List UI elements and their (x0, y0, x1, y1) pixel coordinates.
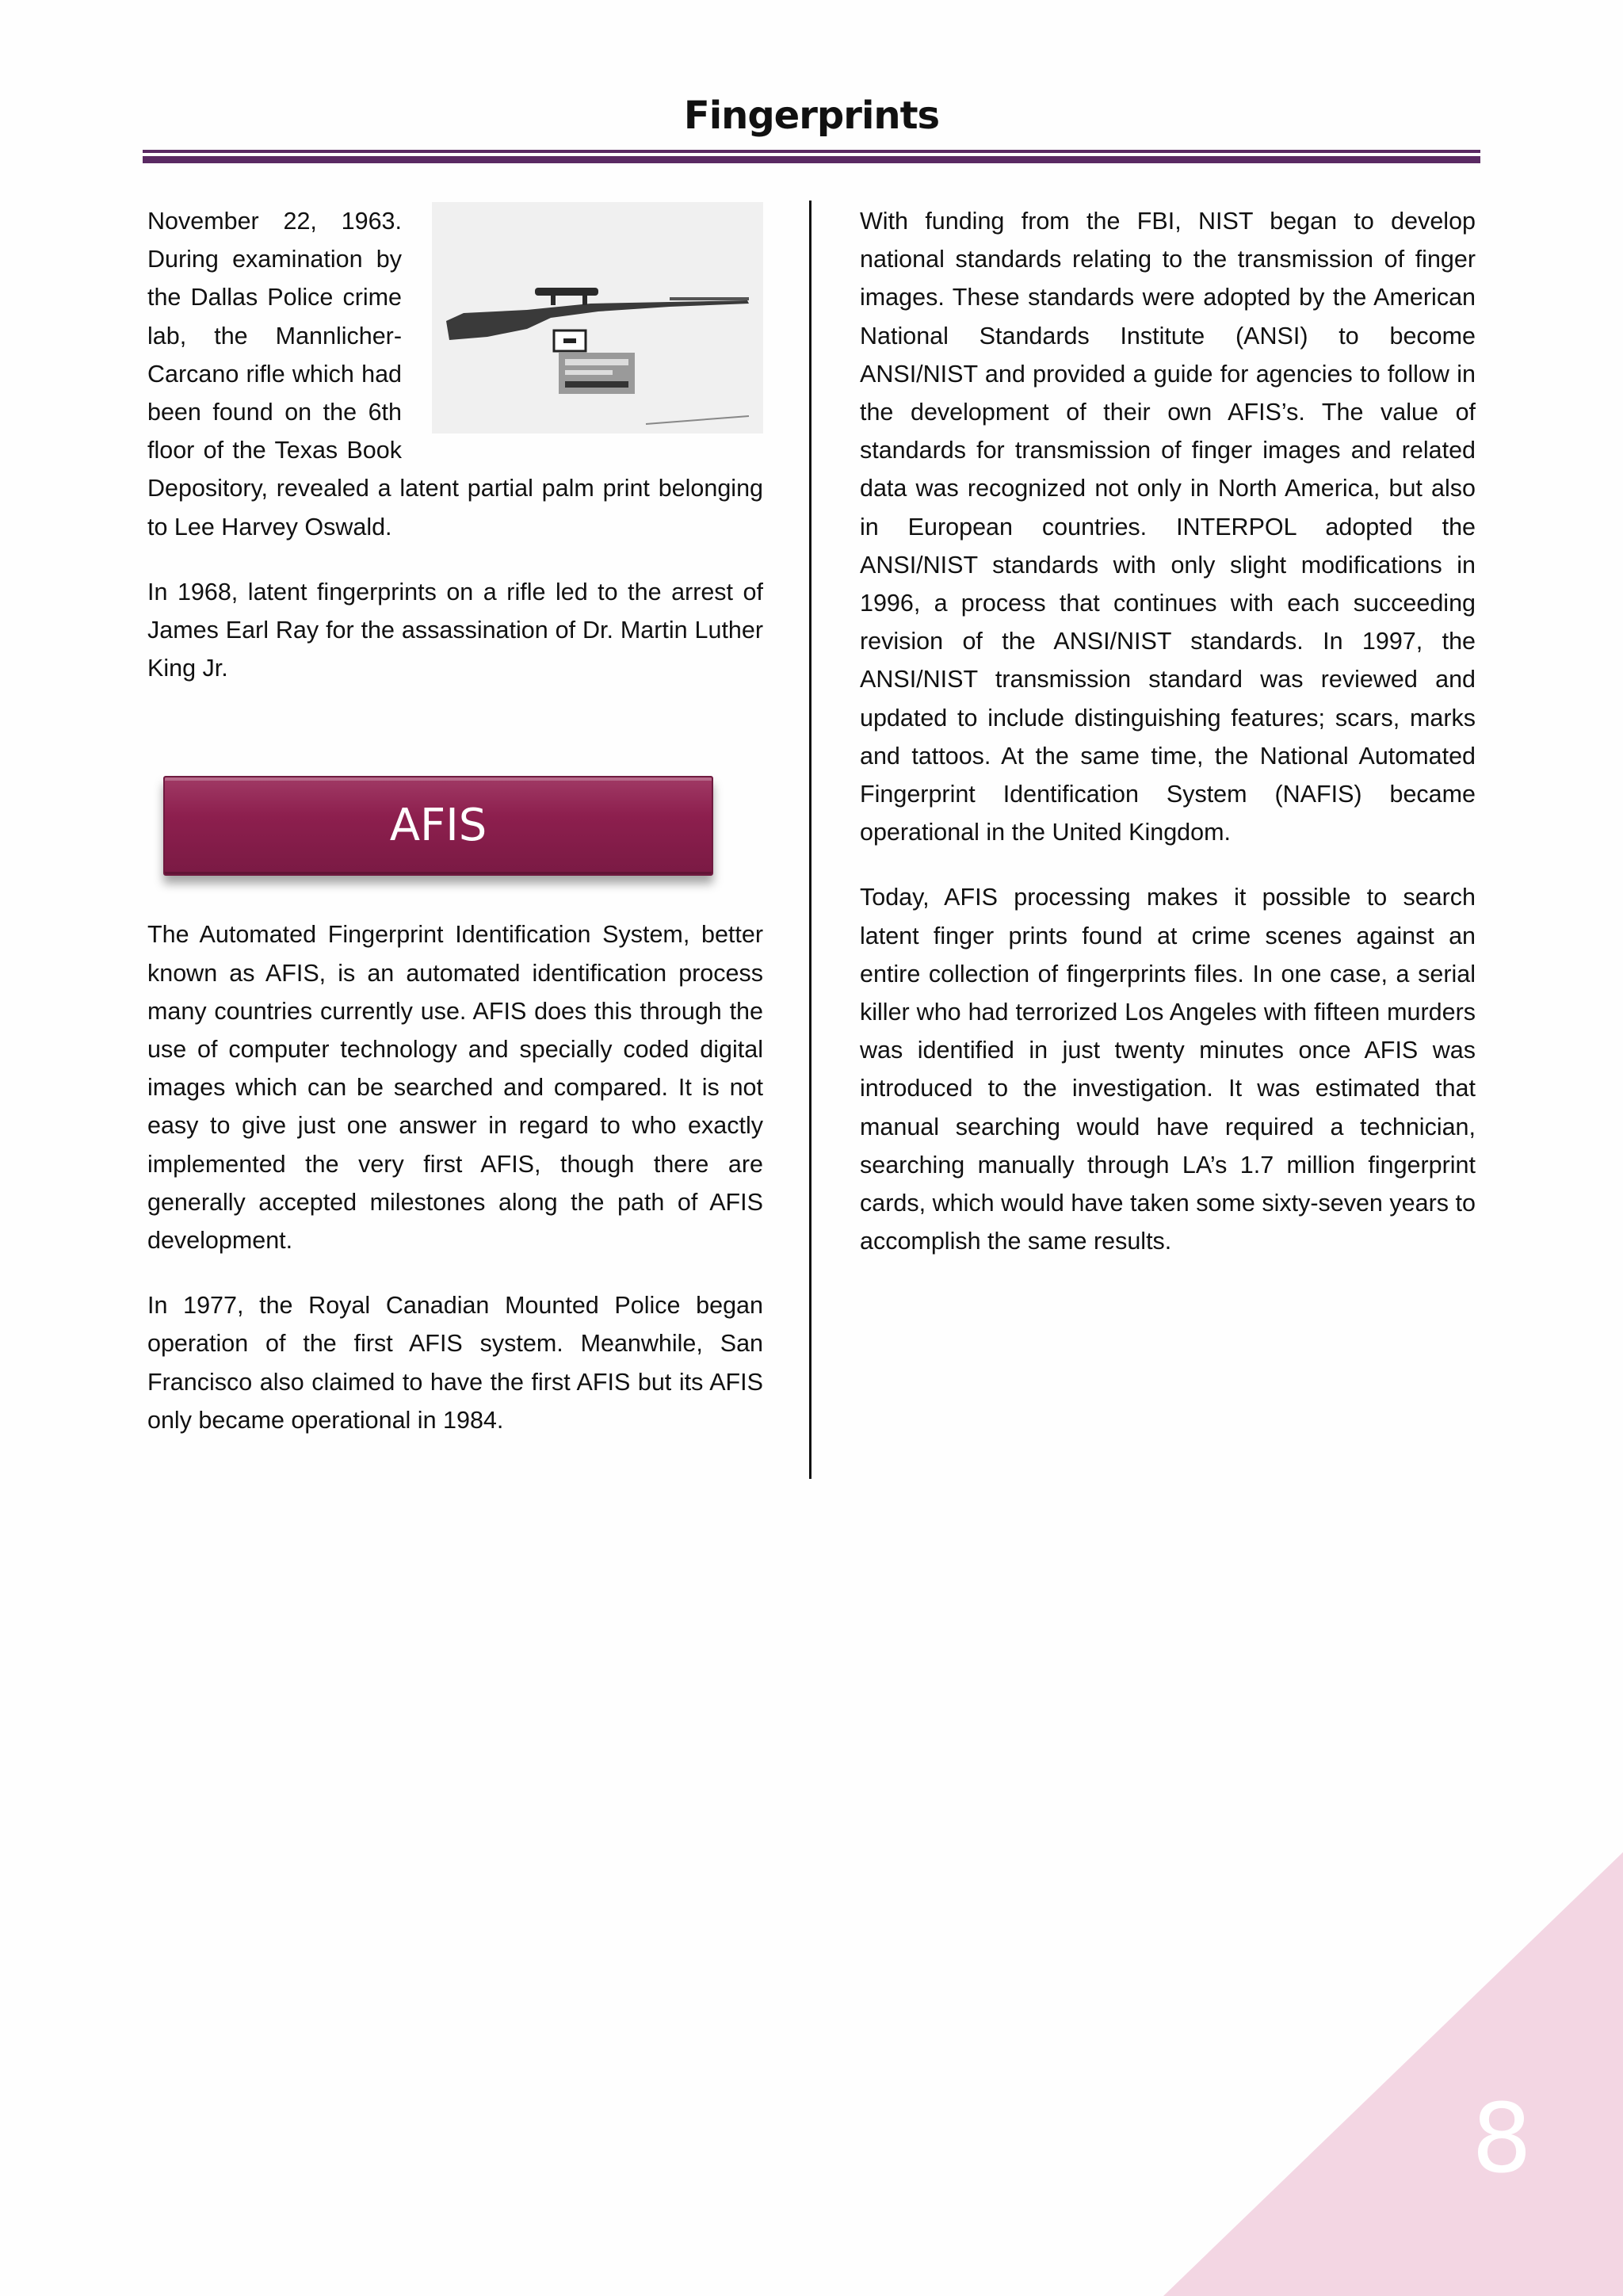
page-title: Fingerprints (683, 94, 940, 138)
left-column (147, 202, 763, 1466)
column-divider (809, 201, 812, 1479)
rifle-evidence-photo (432, 202, 763, 434)
right-column (860, 202, 1476, 1287)
afis-section-banner: AFIS (163, 776, 713, 876)
paragraph-1977: In 1977, the Royal Canadian Mounted Police began operation of the first AFIS system. Meanwhile, San Francisco also claimed to have the first AFIS but its AFIS only became operational in 1984. (147, 1292, 763, 1434)
paragraph-ray: In 1968, latent fingerprints on a rifle led to the arrest of James Earl Ray for the assassination of Dr. Martin Luther King Jr. (147, 578, 763, 682)
paragraph-today: Today, AFIS processing makes it possible to search latent finger prints found at crime scenes against an entire collection of fingerprints files. In one case, a serial killer who had terrorized Los Angeles with fifteen murders was identified in just twenty minutes once AFIS was introduced to the investigation. It was estimated that manual searching would have required a technician, searching manually through LA’s 1.7 million fingerprint cards, which would have taken some sixty-seven years to accomplish the same results. (860, 884, 1476, 1255)
rifle-icon (432, 202, 763, 434)
paragraph-oswald: November 22, 1963. During examination by the Dallas Police crime lab, the Mannlicher-Carcano rifle which had been found on the 6th floor of the Texas Book Depository, revealed a latent partial palm print belonging to Lee Harvey Oswald. (147, 208, 763, 541)
paragraph-afis-intro: The Automated Fingerprint Identification System, better known as AFIS, is an automated identification process many countries currently use. AFIS does this through the use of computer technology and specially coded digital images which can be searched and compared. It is not easy to give just one answer in regard to who exactly implemented the very first AFIS, though there are generally accepted milestones along the path of AFIS development. (147, 921, 763, 1255)
paragraph-nist: With funding from the FBI, NIST began to develop national standards relating to the transmission of finger images. These standards were adopted by the American National Standards Institute (ANSI) to become ANSI/NIST and provided a guide for agencies to follow in the development of their own AFIS’s. The value of standards for transmission of finger images and related data was recognized not only in North America, but also in European countries. INTERPOL adopted the ANSI/NIST standards with only slight modifications in 1996, a process that continues with each succeeding revision of the ANSI/NIST standards. In 1997, the ANSI/NIST transmission standard was reviewed and updated to include distinguishing features; scars, marks and tattoos. At the same time, the National Automated Fingerprint Identification System (NAFIS) became operational in the United Kingdom. (860, 208, 1476, 846)
page-number: 8 (1471, 2084, 1533, 2195)
corner-triangle (1163, 1852, 1623, 2296)
header-rule (143, 150, 1480, 153)
header-rule-thick (143, 156, 1480, 163)
